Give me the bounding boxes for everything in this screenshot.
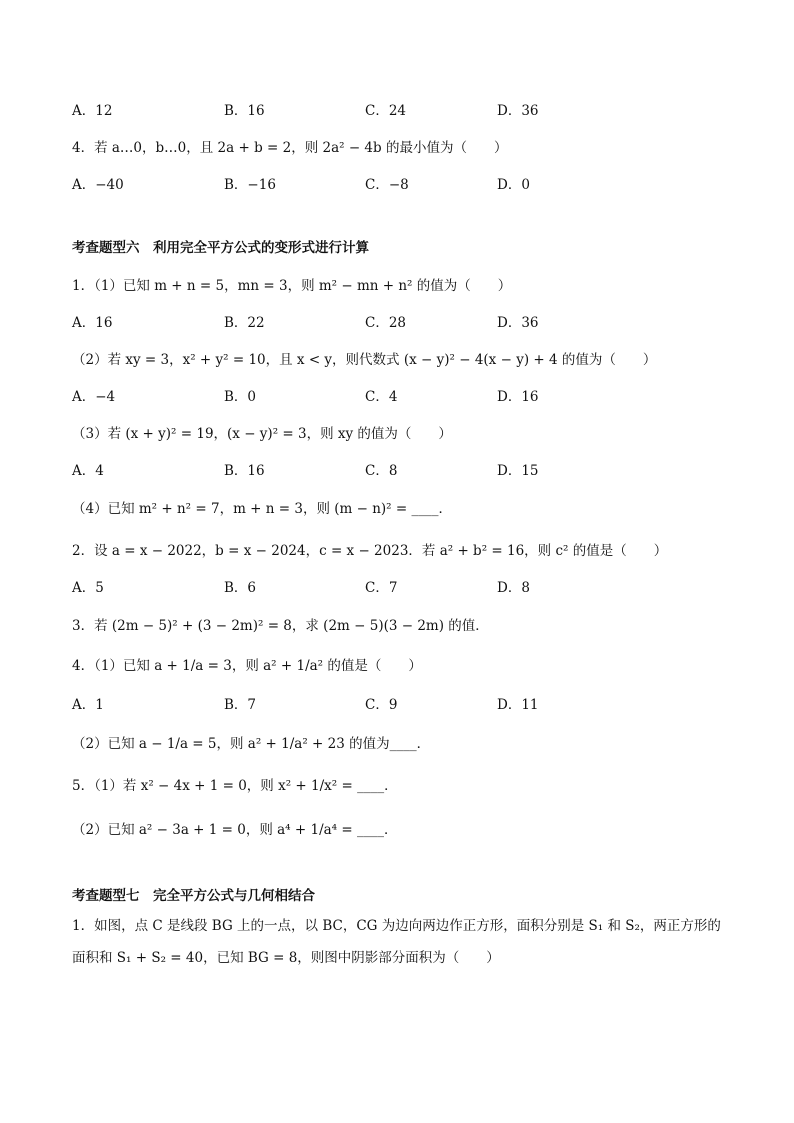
option-c: C．9 (365, 697, 398, 713)
option-c: C．7 (365, 580, 398, 596)
option-d: D．0 (497, 177, 530, 193)
option-d: D．36 (497, 315, 539, 331)
option-d: D．11 (497, 697, 539, 713)
options-row-prev (72, 101, 712, 121)
question-4-options (72, 175, 712, 195)
option-a: A．16 (72, 315, 113, 331)
option-c: C．4 (365, 389, 398, 405)
option-d: D．36 (497, 103, 539, 119)
option-c: C．8 (365, 463, 398, 479)
option-d: D．16 (497, 389, 539, 405)
s6-q1-2-options (72, 387, 712, 407)
option-c: C．24 (365, 103, 407, 119)
option-c: C．−8 (365, 177, 409, 193)
s6-q5-1-text: 5．（1）若 x² − 4x + 1 = 0，则 x² + 1/x² = ____． (72, 778, 398, 794)
option-a: A．−4 (72, 389, 116, 405)
section-6-heading: 考查题型六 利用完全平方公式的变形式进行计算 (72, 240, 369, 256)
question-4-text: 4．若 a…0，b…0，且 2a + b = 2，则 2a² − 4b 的最小值为（ ） (72, 140, 508, 156)
s6-q1-3-text: （3）若 (x + y)² = 19，(x − y)² = 3，则 xy 的值为（ ） (72, 426, 452, 442)
option-d: D．15 (497, 463, 539, 479)
option-b: B．6 (224, 580, 257, 596)
option-b: B．16 (224, 463, 265, 479)
option-a: A．5 (72, 580, 104, 596)
s6-q1-4-text: （4）已知 m² + n² = 7，m + n = 3，则 (m − n)² = ____． (72, 501, 452, 517)
s6-q4-1-text: 4．（1）已知 a + 1/a = 3，则 a² + 1/a² 的值是（ ） (72, 658, 422, 674)
option-b: B．−16 (224, 177, 276, 193)
option-b: B．16 (224, 103, 265, 119)
s6-q2-text: 2．设 a = x − 2022，b = x − 2024，c = x − 2023．若 a² + b² = 16，则 c² 的值是（ ） (72, 543, 668, 559)
option-a: A．1 (72, 697, 104, 713)
s6-q2-options (72, 578, 712, 598)
option-b: B．7 (224, 697, 257, 713)
section-7-heading: 考查题型七 完全平方公式与几何相结合 (72, 888, 315, 904)
option-a: A．4 (72, 463, 104, 479)
s6-q4-2-text: （2）已知 a − 1/a = 5，则 a² + 1/a² + 23 的值为____． (72, 736, 431, 752)
s6-q5-2-text: （2）已知 a² − 3a + 1 = 0，则 a⁴ + 1/a⁴ = ____． (72, 822, 398, 838)
option-c: C．28 (365, 315, 407, 331)
s7-q1-text: 1．如图，点 C 是线段 BG 上的一点，以 BC，CG 为边向两边作正方形，面积分别是 S₁ 和 S₂，两正方形的面积和 S₁ + S₂ = 40，已知 BG = 8，则图中阴影部分面积为（ ） (72, 918, 721, 966)
option-a: A．12 (72, 103, 113, 119)
option-b: B．0 (224, 389, 257, 405)
s6-q1-2-text: （2）若 xy = 3，x² + y² = 10，且 x < y，则代数式 (x − y)² − 4(x − y) + 4 的值为（ ） (72, 352, 657, 368)
s6-q4-1-options (72, 695, 712, 715)
option-a: A．−40 (72, 177, 124, 193)
s6-q1-1-text: 1．（1）已知 m + n = 5，mn = 3，则 m² − mn + n² 的值为（ ） (72, 278, 512, 294)
s6-q1-1-options (72, 313, 712, 333)
option-d: D．8 (497, 580, 530, 596)
s6-q1-3-options (72, 461, 712, 481)
option-b: B．22 (224, 315, 265, 331)
s6-q3-text: 3．若 (2m − 5)² + (3 − 2m)² = 8，求 (2m − 5)(3 − 2m) 的值． (72, 618, 489, 634)
